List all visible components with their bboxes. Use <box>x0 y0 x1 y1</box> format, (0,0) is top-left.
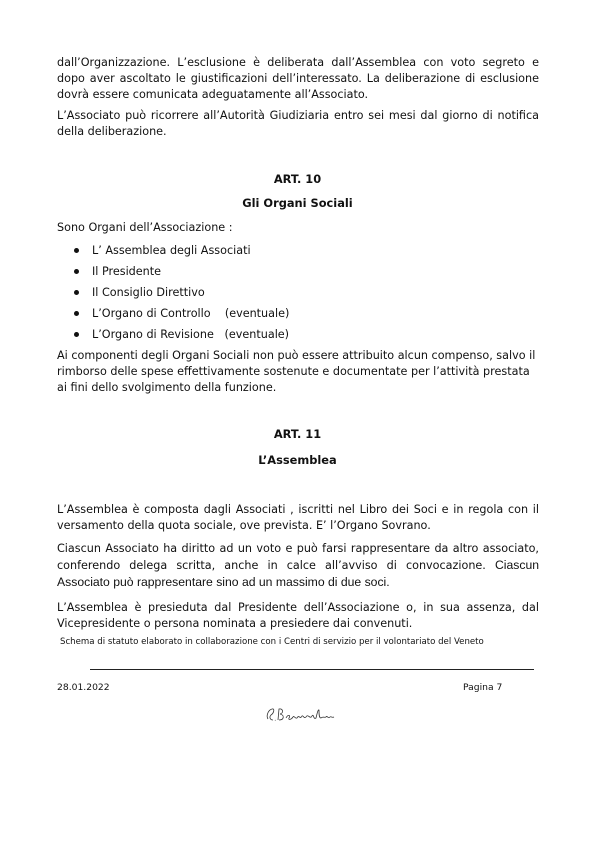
art11-presidency-paragraph: L’Assemblea è presieduta dal Presidente dell’Associazione o, in sua assenza, dal Vicepresidente o persona nominata a presiedere dai convenuti. <box>57 601 539 630</box>
art10-heading: ART. 10 <box>273 172 322 186</box>
footer-date: 28.01.2022 <box>57 682 110 693</box>
list-item: Il Consiglio Direttivo <box>57 282 289 303</box>
intro-paragraph-exclusion: dall’Organizzazione. L’esclusione è deliberata dall’Assemblea con voto segreto e dopo aver ascoltato le giustificazioni dell’interessato. La deliberazione di esclusione dovrà essere comunicata adeguatamente all’Associato. <box>57 56 539 101</box>
art10-compensation-paragraph: Ai componenti degli Organi Sociali non può essere attribuito alcun compenso, salvo il rimborso delle spese effettivamente sostenute e documentate per l’attività prestata ai fini dello svolgimento della funzione. <box>57 349 536 394</box>
footer-note: Schema di statuto elaborato in collaborazione con i Centri di servizio per il volontariato del Veneto <box>60 637 484 647</box>
bullet-icon <box>74 269 79 274</box>
art11-heading: ART. 11 <box>273 427 322 441</box>
bullet-icon <box>74 248 79 253</box>
art11-voting-paragraph: Ciascun Associato ha diritto ad un voto e può farsi rappresentare da altro associato, conferendo delega scritta, anche in calce all’avviso di convocazione. Ciascun Associato può rappresentare sino ad un massimo di due soci. <box>57 542 539 589</box>
art10-title: Gli Organi Sociali <box>242 196 353 210</box>
page-number: Pagina 7 <box>463 682 503 693</box>
list-item: L’Organo di Controllo (eventuale) <box>57 303 289 324</box>
list-item: Il Presidente <box>57 261 289 282</box>
list-item: L’ Assemblea degli Associati <box>57 240 289 261</box>
list-item: L’Organo di Revisione (eventuale) <box>57 324 289 345</box>
handwritten-signature <box>264 704 340 724</box>
footer-divider <box>90 669 534 670</box>
art11-composition-paragraph: L’Assemblea è composta dagli Associati , iscritti nel Libro dei Soci e in regola con il versamento della quota sociale, ove prevista. E’ l’Organo Sovrano. <box>57 503 539 532</box>
intro-paragraph-appeal: L’Associato può ricorrere all’Autorità Giudiziaria entro sei mesi dal giorno di notifica della deliberazione. <box>57 109 539 138</box>
organs-list <box>57 240 289 345</box>
art11-title: L’Assemblea <box>258 453 337 467</box>
art10-lead: Sono Organi dell’Associazione : <box>57 221 233 234</box>
bullet-icon <box>74 290 79 295</box>
bullet-icon <box>74 332 79 337</box>
bullet-icon <box>74 311 79 316</box>
